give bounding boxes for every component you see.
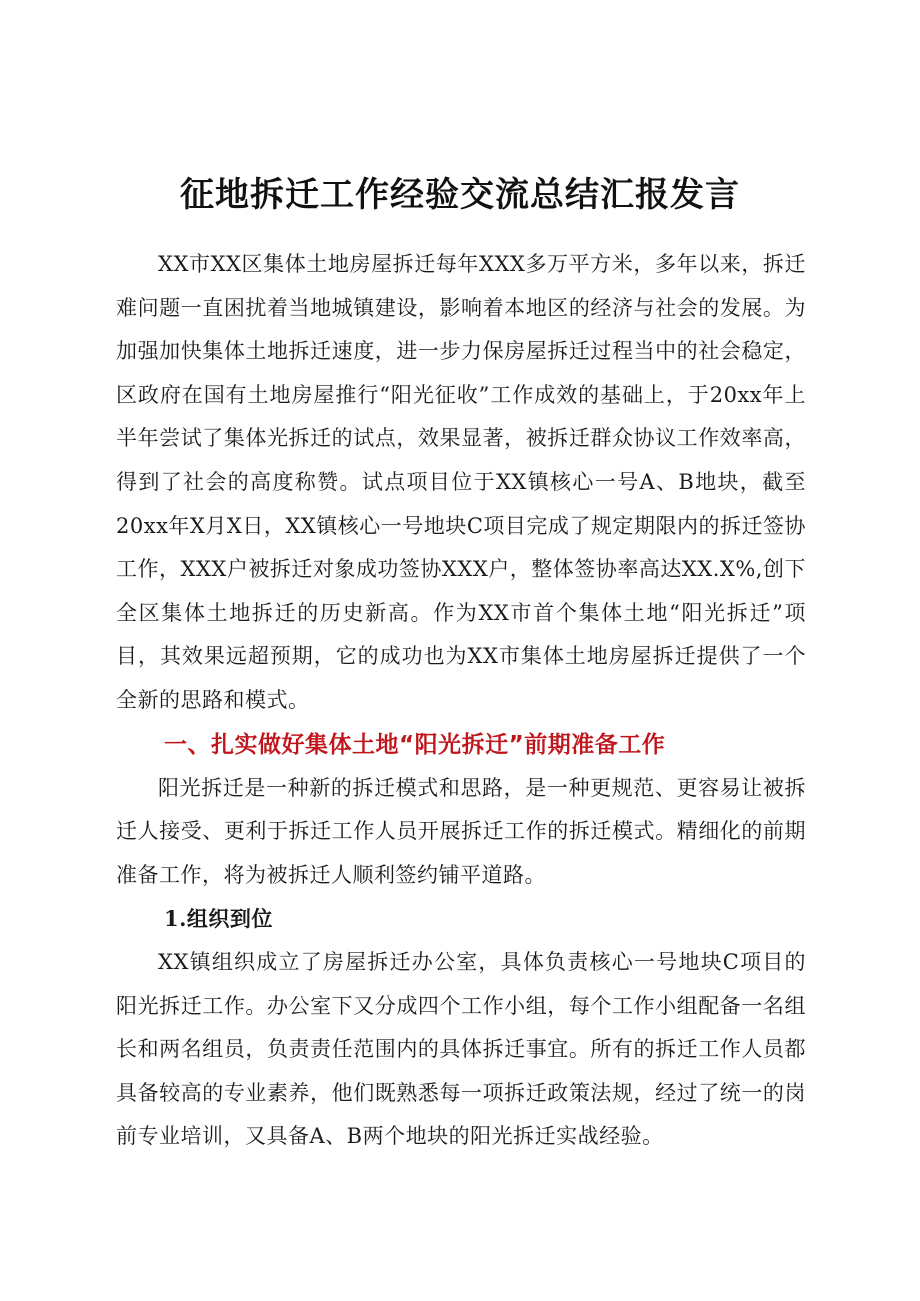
document-title: 征地拆迁工作经验交流总结汇报发言 — [180, 175, 740, 215]
subsection-1-paragraph: XX镇组织成立了房屋拆迁办公室，具体负责核心一号地块C项目的阳光拆迁工作。办公室下又分成四个工作小组，每个工作小组配备一名组长和两名组员，负责责任范围内的具体拆迁事宜。所有的拆迁工作人员都具备较高的专业素养，他们既熟悉每一项拆迁政策法规，经过了统一的岗前专业培训，又具备A、B两个地块的阳光拆迁实战经验。 — [116, 949, 806, 1149]
document-body — [116, 243, 806, 1159]
subsection-heading-1: 1.组织到位 — [164, 906, 273, 932]
section-heading-1: 一、扎实做好集体土地“阳光拆迁”前期准备工作 — [164, 731, 666, 758]
intro-paragraph: XX市XX区集体土地房屋拆迁每年XXX多万平方米，多年以来，拆迁难问题一直困扰着当地城镇建设，影响着本地区的经济与社会的发展。为加强加快集体土地拆迁速度，进一步力保房屋拆迁过程当中的社会稳定，区政府在国有土地房屋推行“阳光征收”工作成效的基础上，于20xx年上半年尝试了集体光拆迁的试点，效果显著，被拆迁群众协议工作效率高，得到了社会的高度称赞。试点项目位于XX镇核心一号A、B地块，截至20xx年X月X日，XX镇核心一号地块C项目完成了规定期限内的拆迁签协工作，XXX户被拆迁对象成功签协XXX户，整体签协率高达XX.X%,创下全区集体土地拆迁的历史新高。作为XX市首个集体土地“阳光拆迁”项目，其效果远超预期，它的成功也为XX市集体土地房屋拆迁提供了一个全新的思路和模式。 — [116, 252, 806, 712]
section-1-paragraph: 阳光拆迁是一种新的拆迁模式和思路，是一种更规范、更容易让被拆迁人接受、更利于拆迁工作人员开展拆迁工作的拆迁模式。精细化的前期准备工作，将为被拆迁人顺利签约铺平道路。 — [116, 775, 806, 887]
